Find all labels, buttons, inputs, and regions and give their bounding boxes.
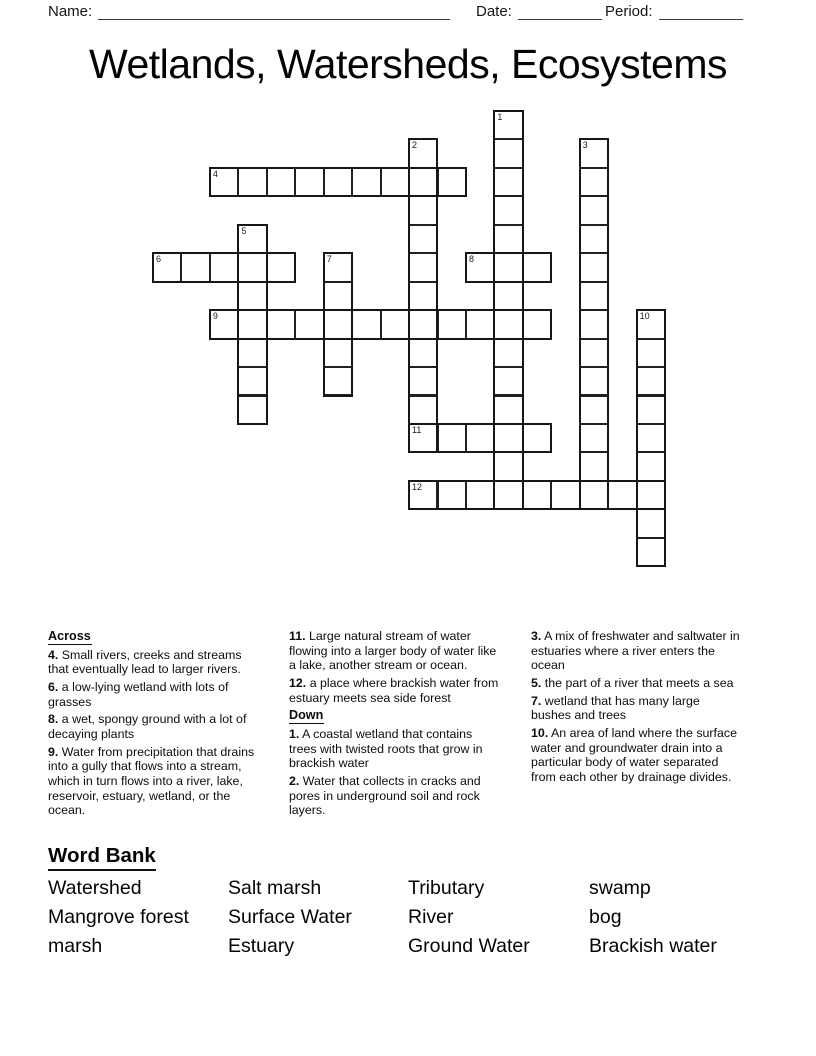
down-header: Down — [289, 708, 324, 724]
word-bank-item: Mangrove forest — [48, 905, 189, 928]
crossword-cell[interactable] — [408, 395, 438, 425]
crossword-cell[interactable] — [607, 480, 637, 510]
crossword-cell[interactable] — [237, 395, 267, 425]
clue-down-2 — [289, 774, 501, 818]
clues-column-middle — [289, 629, 501, 821]
crossword-cell[interactable] — [636, 508, 666, 538]
crossword-cell[interactable] — [493, 195, 523, 225]
cell-clue-number: 8 — [468, 254, 474, 265]
word-bank-item: bog — [589, 905, 622, 928]
crossword-cell[interactable] — [493, 366, 523, 396]
crossword-cell[interactable] — [380, 167, 410, 197]
crossword-cell[interactable] — [437, 167, 467, 197]
word-bank-item: Estuary — [228, 934, 295, 957]
clue-text: a low-lying wetland with lots of grasses — [48, 679, 229, 709]
clue-down-1 — [289, 727, 501, 771]
crossword-cell[interactable] — [579, 395, 609, 425]
name-blank[interactable] — [98, 4, 450, 20]
clue-text: a wet, spongy ground with a lot of decaying plants — [48, 712, 247, 741]
crossword-grid — [152, 110, 668, 568]
date-label: Date: — [476, 3, 512, 20]
crossword-cell[interactable] — [465, 423, 495, 453]
crossword-cell[interactable] — [493, 281, 523, 311]
crossword-cell[interactable] — [266, 309, 296, 339]
clue-down-3 — [531, 629, 743, 673]
cell-clue-number: 5 — [241, 225, 247, 236]
clue-text: Water that collects in cracks and pores in underground soil and rock layers. — [289, 773, 481, 818]
crossword-cell[interactable] — [636, 395, 666, 425]
clue-text: Water from precipitation that drains into a gully that flows into a stream, which in turn flows into a river, lake, reservoir, estuary, wetland, or the ocean. — [48, 744, 255, 818]
crossword-cell[interactable] — [579, 195, 609, 225]
page-title: Wetlands, Watersheds, Ecosystems — [89, 41, 727, 87]
crossword-cell[interactable] — [152, 252, 182, 282]
clue-number: 2. — [289, 773, 300, 788]
cell-clue-number: 3 — [582, 140, 588, 151]
crossword-cell[interactable] — [579, 224, 609, 254]
word-bank — [48, 874, 717, 960]
clue-number: 6. — [48, 679, 59, 694]
crossword-cell[interactable] — [579, 338, 609, 368]
crossword-cell[interactable] — [493, 395, 523, 425]
crossword-cell[interactable] — [237, 366, 267, 396]
crossword-cell[interactable] — [465, 480, 495, 510]
clue-down-7 — [531, 694, 743, 723]
crossword-cell[interactable] — [323, 167, 353, 197]
cell-clue-number: 7 — [326, 254, 332, 265]
crossword-cell[interactable] — [180, 252, 210, 282]
crossword-cell[interactable] — [636, 366, 666, 396]
crossword-cell[interactable] — [579, 281, 609, 311]
crossword-cell[interactable] — [579, 309, 609, 339]
clue-number: 4. — [48, 647, 59, 662]
clue-number: 9. — [48, 744, 59, 759]
crossword-cell[interactable] — [408, 252, 438, 282]
clue-across-9 — [48, 745, 260, 818]
clue-down-10 — [531, 726, 743, 784]
crossword-cell[interactable] — [408, 167, 438, 197]
cell-clue-number: 12 — [412, 481, 423, 492]
crossword-cell[interactable] — [465, 309, 495, 339]
crossword-cell[interactable] — [294, 167, 324, 197]
crossword-cell[interactable] — [437, 423, 467, 453]
name-field-group — [48, 3, 450, 20]
crossword-cell[interactable] — [408, 423, 438, 453]
word-bank-title: Word Bank — [48, 844, 156, 871]
clue-across-4 — [48, 648, 260, 677]
crossword-cell[interactable] — [323, 309, 353, 339]
crossword-cell[interactable] — [237, 309, 267, 339]
crossword-cell[interactable] — [493, 423, 523, 453]
crossword-cell[interactable] — [408, 480, 438, 510]
crossword-cell[interactable] — [408, 224, 438, 254]
crossword-cell[interactable] — [579, 451, 609, 481]
clue-across-12 — [289, 676, 501, 705]
crossword-cell[interactable] — [636, 338, 666, 368]
crossword-cell[interactable] — [636, 423, 666, 453]
crossword-cell[interactable] — [579, 167, 609, 197]
crossword-cell[interactable] — [493, 224, 523, 254]
crossword-cell[interactable] — [380, 309, 410, 339]
crossword-cell[interactable] — [237, 281, 267, 311]
crossword-cell[interactable] — [437, 309, 467, 339]
crossword-cell[interactable] — [579, 423, 609, 453]
crossword-cell[interactable] — [237, 224, 267, 254]
crossword-cell[interactable] — [266, 167, 296, 197]
crossword-cell[interactable] — [408, 338, 438, 368]
crossword-cell[interactable] — [465, 252, 495, 282]
date-field-group — [476, 3, 602, 20]
crossword-cell[interactable] — [522, 252, 552, 282]
word-bank-item: Salt marsh — [228, 877, 322, 899]
crossword-cell[interactable] — [493, 110, 523, 140]
clue-text: the part of a river that meets a sea — [544, 675, 734, 690]
crossword-cell[interactable] — [579, 366, 609, 396]
clue-number: 11. — [289, 629, 306, 643]
crossword-cell[interactable] — [237, 338, 267, 368]
crossword-cell[interactable] — [636, 451, 666, 481]
crossword-cell[interactable] — [323, 281, 353, 311]
crossword-cell[interactable] — [522, 309, 552, 339]
crossword-cell[interactable] — [522, 480, 552, 510]
crossword-cell[interactable] — [209, 309, 239, 339]
crossword-cell[interactable] — [493, 138, 523, 168]
word-bank-item: Watershed — [48, 877, 142, 899]
date-blank[interactable] — [518, 4, 602, 20]
period-blank[interactable] — [659, 4, 743, 20]
cell-clue-number: 10 — [639, 311, 650, 322]
word-bank-item: swamp — [589, 877, 651, 899]
crossword-cell[interactable] — [493, 451, 523, 481]
cell-clue-number: 4 — [212, 168, 218, 179]
clue-number: 5. — [531, 675, 542, 690]
crossword-cell[interactable] — [493, 167, 523, 197]
clues-column-right — [531, 629, 743, 788]
clue-text: wetland that has many large bushes and trees — [531, 693, 700, 723]
clue-text: a place where brackish water from estuary meets sea side forest — [289, 675, 499, 705]
crossword-cell[interactable] — [408, 366, 438, 396]
clue-text: A coastal wetland that contains trees with twisted roots that grow in brackish water — [289, 726, 483, 771]
crossword-cell[interactable] — [493, 338, 523, 368]
crossword-cell[interactable] — [323, 366, 353, 396]
crossword-cell[interactable] — [579, 480, 609, 510]
crossword-cell[interactable] — [493, 252, 523, 282]
clue-text: A mix of freshwater and saltwater in estuaries where a river enters the ocean — [531, 629, 740, 673]
crossword-cell[interactable] — [579, 252, 609, 282]
clues-column-left — [48, 629, 260, 821]
clue-section-header-row — [48, 629, 260, 645]
clue-number: 1. — [289, 726, 300, 741]
clue-number: 7. — [531, 693, 542, 708]
crossword-cell[interactable] — [636, 309, 666, 339]
clue-text: An area of land where the surface water and groundwater drain into a particular body of water separated from each other by drainage divides. — [531, 726, 737, 784]
crossword-cell[interactable] — [408, 195, 438, 225]
crossword-cell[interactable] — [636, 480, 666, 510]
across-header: Across — [48, 629, 92, 645]
crossword-cell[interactable] — [237, 167, 267, 197]
cell-clue-number: 9 — [212, 311, 218, 322]
clue-across-6 — [48, 680, 260, 709]
word-bank-item: Brackish water — [589, 934, 717, 957]
word-bank-item: marsh — [48, 934, 103, 957]
crossword-cell[interactable] — [351, 167, 381, 197]
crossword-cell[interactable] — [408, 281, 438, 311]
clue-section-header-row — [289, 708, 501, 724]
cell-clue-number: 6 — [156, 254, 162, 265]
name-label: Name: — [48, 3, 93, 20]
crossword-cell[interactable] — [209, 252, 239, 282]
crossword-cell[interactable] — [636, 537, 666, 567]
crossword-cell[interactable] — [579, 138, 609, 168]
crossword-cell[interactable] — [323, 252, 353, 282]
cell-clue-number: 11 — [412, 424, 422, 435]
crossword-cell[interactable] — [493, 480, 523, 510]
word-bank-item: River — [408, 905, 454, 928]
word-bank-item: Tributary — [408, 877, 485, 899]
cell-clue-number: 1 — [497, 112, 503, 122]
clue-number: 8. — [48, 712, 59, 727]
period-field-group — [605, 3, 743, 20]
clue-across-8 — [48, 712, 260, 741]
clue-number: 3. — [531, 629, 542, 643]
crossword-cell[interactable] — [209, 167, 239, 197]
crossword-cell[interactable] — [437, 480, 467, 510]
clue-text: Large natural stream of water flowing into a larger body of water like a lake, another stream or ocean. — [289, 629, 497, 673]
clue-text: Small rivers, creeks and streams that eventually lead to larger rivers. — [48, 647, 242, 677]
crossword-cell[interactable] — [323, 338, 353, 368]
word-bank-item: Surface Water — [228, 905, 352, 928]
clue-down-5 — [531, 676, 743, 691]
crossword-cell[interactable] — [351, 309, 381, 339]
word-bank-item: Ground Water — [408, 934, 530, 957]
period-label: Period: — [605, 3, 653, 20]
clue-number: 10. — [531, 726, 549, 741]
cell-clue-number: 2 — [412, 140, 418, 151]
crossword-cell[interactable] — [522, 423, 552, 453]
clue-across-11 — [289, 629, 501, 673]
crossword-cell[interactable] — [550, 480, 580, 510]
crossword-cell[interactable] — [237, 252, 267, 282]
crossword-cell[interactable] — [294, 309, 324, 339]
crossword-cell[interactable] — [493, 309, 523, 339]
crossword-cell[interactable] — [408, 138, 438, 168]
crossword-cell[interactable] — [266, 252, 296, 282]
crossword-cell[interactable] — [408, 309, 438, 339]
clue-number: 12. — [289, 675, 307, 690]
